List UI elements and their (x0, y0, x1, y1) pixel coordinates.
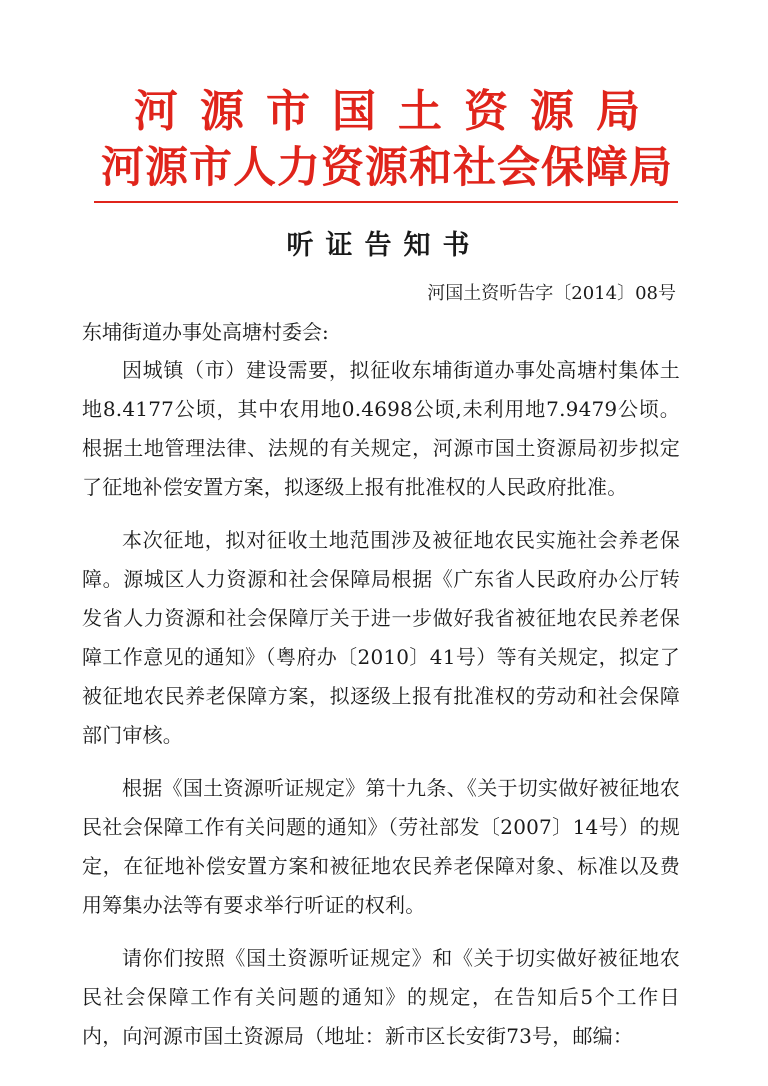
header-divider (94, 201, 678, 203)
body-paragraph: 因城镇（市）建设需要，拟征收东埔街道办事处高塘村集体土地8.4177公顷，其中农用地0.4698公顷,未利用地7.9479公顷。根据土地管理法律、法规的有关规定，河源市国土资源局初步拟定了征地补偿安置方案，拟逐级上报有批准权的人民政府批准。 (82, 358, 680, 499)
issuer-name-hr-bureau: 河源市人力资源和社会保障局 (101, 143, 673, 193)
document-title: 听证告知书 (286, 230, 482, 261)
body-paragraph: 本次征地，拟对征收土地范围涉及被征地农民实施社会养老保障。源城区人力资源和社会保障局根据《广东省人民政府办公厅转发省人力资源和社会保障厅关于进一步做好我省被征地农民养老保障工作意见的通知》（粤府办〔2010〕41号）等有关规定，拟定了被征地农民养老保障方案，拟逐级上报有批准权的劳动和社会保障部门审核。 (82, 528, 680, 747)
document-number: 河国土资听告字〔2014〕08号 (427, 283, 676, 304)
body-paragraph: 根据《国土资源听证规定》第十九条、《关于切实做好被征地农民社会保障工作有关问题的通知》（劳社部发〔2007〕14号）的规定，在征地补偿安置方案和被征地农民养老保障对象、标准以及费用筹集办法等有要求举行听证的权利。 (82, 776, 680, 917)
addressee: 东埔街道办事处高塘村委会: (82, 320, 329, 344)
document-body (82, 351, 680, 1056)
body-paragraph: 请你们按照《国土资源听证规定》和《关于切实做好被征地农民社会保障工作有关问题的通知》的规定，在告知后5个工作日内，向河源市国土资源局（地址：新市区长安街73号，邮编： (82, 946, 680, 1048)
issuer-name-land-bureau: 河源市国土资源局 (134, 86, 662, 137)
